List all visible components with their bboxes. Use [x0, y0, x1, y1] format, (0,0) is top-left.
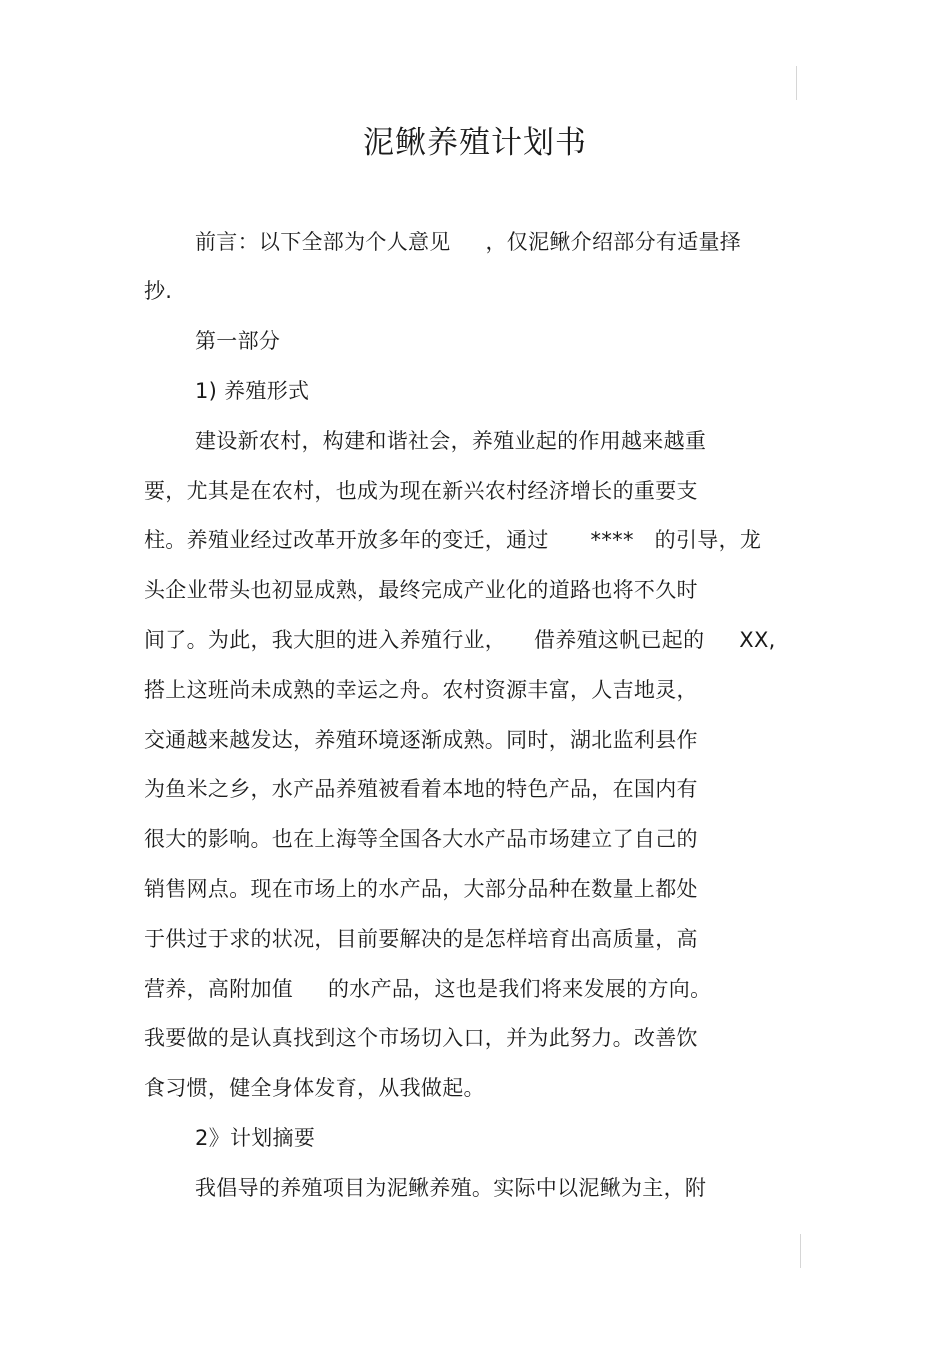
paragraph-line: 要，尤其是在农村，也成为现在新兴农村经济增长的重要支	[144, 479, 698, 503]
paragraph-line: 销售网点。现在市场上的水产品，大部分品种在数量上都处	[144, 877, 698, 901]
paragraph-line: 很大的影响。也在上海等全国各大水产品市场建立了自己的	[144, 827, 698, 851]
document-title: 泥鳅养殖计划书	[363, 125, 587, 161]
paragraph-line: 我要做的是认真找到这个市场切入口，并为此努力。改善饮	[144, 1026, 698, 1050]
paragraph-line: 交通越来越发达，养殖环境逐渐成熟。同时，湖北监利县作	[144, 728, 698, 752]
paragraph-line: 头企业带头也初显成熟，最终完成产业化的道路也将不久时	[144, 578, 698, 602]
section-heading-part-one: 第一部分	[195, 329, 281, 353]
paragraph-line: 营养，高附加值 的水产品，这也是我们将来发展的方向。	[144, 977, 712, 1001]
page-edge-mark-top	[796, 66, 797, 100]
paragraph-line: 搭上这班尚未成熟的幸运之舟。农村资源丰富，人吉地灵，	[144, 678, 698, 702]
paragraph-line: 于供过于求的状况，目前要解决的是怎样培育出高质量，高	[144, 927, 698, 951]
subheading-plan-summary: 2》计划摘要	[195, 1126, 316, 1150]
paragraph-line: 间了。为此，我大胆的进入养殖行业， 借养殖这帆已起的 XX,	[144, 628, 776, 652]
preface-line-1: 前言：以下全部为个人意见 ，仅泥鳅介绍部分有适量择	[195, 230, 742, 254]
paragraph-line: 为鱼米之乡，水产品养殖被看着本地的特色产品，在国内有	[144, 777, 698, 801]
paragraph-line: 建设新农村，构建和谐社会，养殖业起的作用越来越重	[195, 429, 707, 453]
preface-line-2: 抄.	[144, 279, 173, 303]
paragraph-line: 食习惯，健全身体发育，从我做起。	[144, 1076, 485, 1100]
subheading-breeding-form: 1) 养殖形式	[195, 379, 310, 403]
paragraph-line: 柱。养殖业经过改革开放多年的变迁，通过 **** 的引导，龙	[144, 528, 762, 552]
page-edge-mark-bottom	[800, 1234, 801, 1268]
paragraph-line: 我倡导的养殖项目为泥鳅养殖。实际中以泥鳅为主，附	[195, 1176, 707, 1200]
